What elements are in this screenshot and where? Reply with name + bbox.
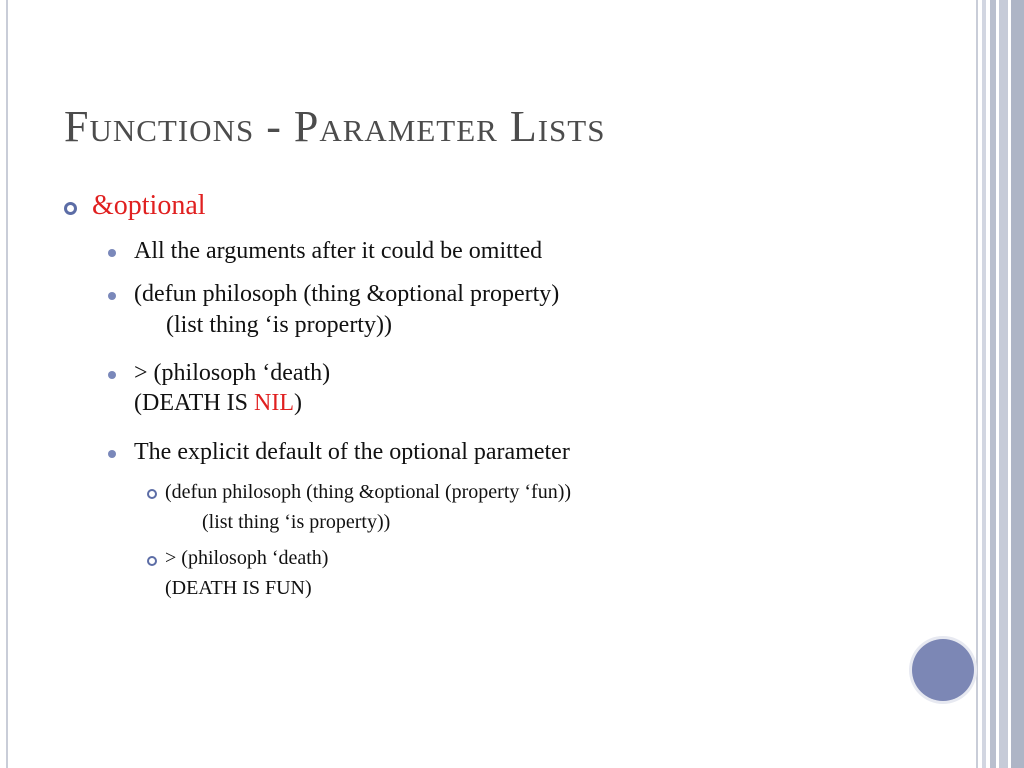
code-line: (defun philosoph (thing &optional property) — [134, 281, 560, 307]
code-line: (DEATH IS FUN) — [165, 577, 312, 599]
sub-bullet-defun — [134, 281, 559, 339]
small-ring-bullet-icon — [147, 489, 157, 499]
small-ring-bullet-icon — [147, 556, 157, 566]
right-stripe — [990, 0, 996, 768]
result-suffix: ) — [293, 390, 302, 416]
right-stripe — [1011, 0, 1024, 768]
nil-value: NIL — [254, 390, 294, 416]
sub-bullet-omitted: All the arguments after it could be omitted — [134, 238, 543, 264]
sub-bullet-explicit-default: The explicit default of the optional parameter — [134, 439, 570, 465]
left-frame-line — [6, 0, 8, 768]
bullet-optional: &optional — [92, 190, 206, 221]
subsub-bullet-defun — [165, 481, 571, 534]
slide-title: Functions - Parameter Lists — [64, 102, 606, 151]
result-prefix: (DEATH IS — [134, 390, 254, 416]
code-line — [134, 390, 330, 417]
code-line: > (philosoph ‘death) — [134, 360, 331, 386]
ring-bullet-icon — [64, 202, 77, 215]
sub-bullet-call — [134, 360, 330, 417]
code-line: > (philosoph ‘death) — [165, 547, 329, 569]
right-stripe — [999, 0, 1008, 768]
right-stripe — [982, 0, 986, 768]
dot-bullet-icon — [108, 450, 116, 458]
dot-bullet-icon — [108, 292, 116, 300]
code-line: (defun philosoph (thing &optional (property ‘fun)) — [165, 481, 572, 503]
subsub-bullet-call — [165, 547, 328, 600]
decorative-circle — [912, 639, 974, 701]
right-stripe — [976, 0, 978, 768]
dot-bullet-icon — [108, 371, 116, 379]
code-line: (list thing ‘is property)) — [166, 312, 392, 338]
dot-bullet-icon — [108, 249, 116, 257]
code-line: (list thing ‘is property)) — [202, 511, 391, 533]
